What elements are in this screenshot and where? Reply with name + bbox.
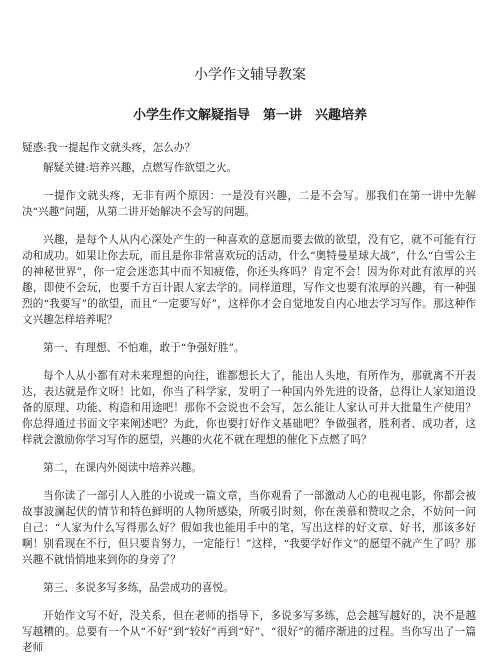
paragraph-5: 开始作文写不好，没关系，但在老师的指导下，多说多写多练，总会越写越好的，决不是越写越糟的。总要有一个从“不好”到“较好”再到“好”、“很好”的循序渐进的过程。当你写出了一篇老师 bbox=[22, 610, 476, 654]
key-line: 解疑关键:培养兴趣，点燃写作欲望之火。 bbox=[43, 162, 238, 174]
heading-3: 第三、多说多写多练，品尝成功的喜悦。 bbox=[43, 582, 234, 594]
paragraph-2: 兴趣，是每个人从内心深处产生的一种喜欢的意愿而要去做的欲望，没有它，就不可能有行动和成功。如果让你去玩，而且是你非常喜欢玩的活动，什么“奥特曼星球大战”，什么“白雪公主的神秘世界”，你一定会迷恋其中而不知疲倦，你还头疼吗？肯定不会！因为你对此有浓厚的兴趣，即使不会玩，也要千方百计跟人家去学的。同样道理，写作文也要有浓厚的兴趣，有一种强烈的“我要写”的欲望，而且“一定要写好”，这样你才会自觉地发自内心地去学习写作。那这种作文兴趣怎样培养呢？ bbox=[22, 234, 476, 326]
paragraph-1: 一提作文就头疼，无非有两个原因：一是没有兴趣，二是不会写。那我们在第一讲中先解决“兴趣”问题，从第二讲开始解决不会写的问题。 bbox=[22, 190, 476, 218]
document-body bbox=[22, 140, 476, 668]
document-title: 小学作文辅导教案 bbox=[194, 67, 306, 83]
paragraph-3: 每个人从小都有对未来理想的向往，谁都想长大了，能出人头地，有所作为，那就离不开表达，表达就是作文呀！比如，你当了科学家，发明了一种国内外先进的设备，总得让人家知道设备的原理、功能、构造和用途吧！那你不会说也不会写，怎么能让人家认可并大批量生产使用？你总得通过书面文字来阐述吧？为此，你也要打好作文基础吧？争做强者，胜利者、成功者，这样就会激励你学习写作的愿望，兴趣的火花不就在理想的催化下点燃了吗？ bbox=[22, 370, 476, 446]
paragraph-4: 当你读了一部引人入胜的小说或一篇文章，当你观看了一部激动人心的电视电影，你都会被故事波澜起伏的情节和特色鲜明的人物所感染，所吸引时刻，你在羡慕和赞叹之余，不妨问一问自己：“人家为什么写得那么好？假如我也能用手中的笔，写出这样的好文章、好书，那该多好啊！别看现在不行，但只要肯努力，一定能行！”这样，“我要学好作文”的愿望不就产生了吗？那兴趣不就悄悄地来到你的身旁了？ bbox=[22, 490, 476, 566]
heading-1: 第一、有理想、不怕难，敢于“争强好胜”。 bbox=[43, 342, 245, 354]
document-subtitle: 小学生作文解疑指导 第一讲 兴趣培养 bbox=[132, 108, 367, 123]
question-line: 疑惑:我一提起作文就头疼，怎么办？ bbox=[22, 142, 196, 154]
heading-2: 第二，在课内外阅读中培养兴趣。 bbox=[43, 462, 202, 474]
